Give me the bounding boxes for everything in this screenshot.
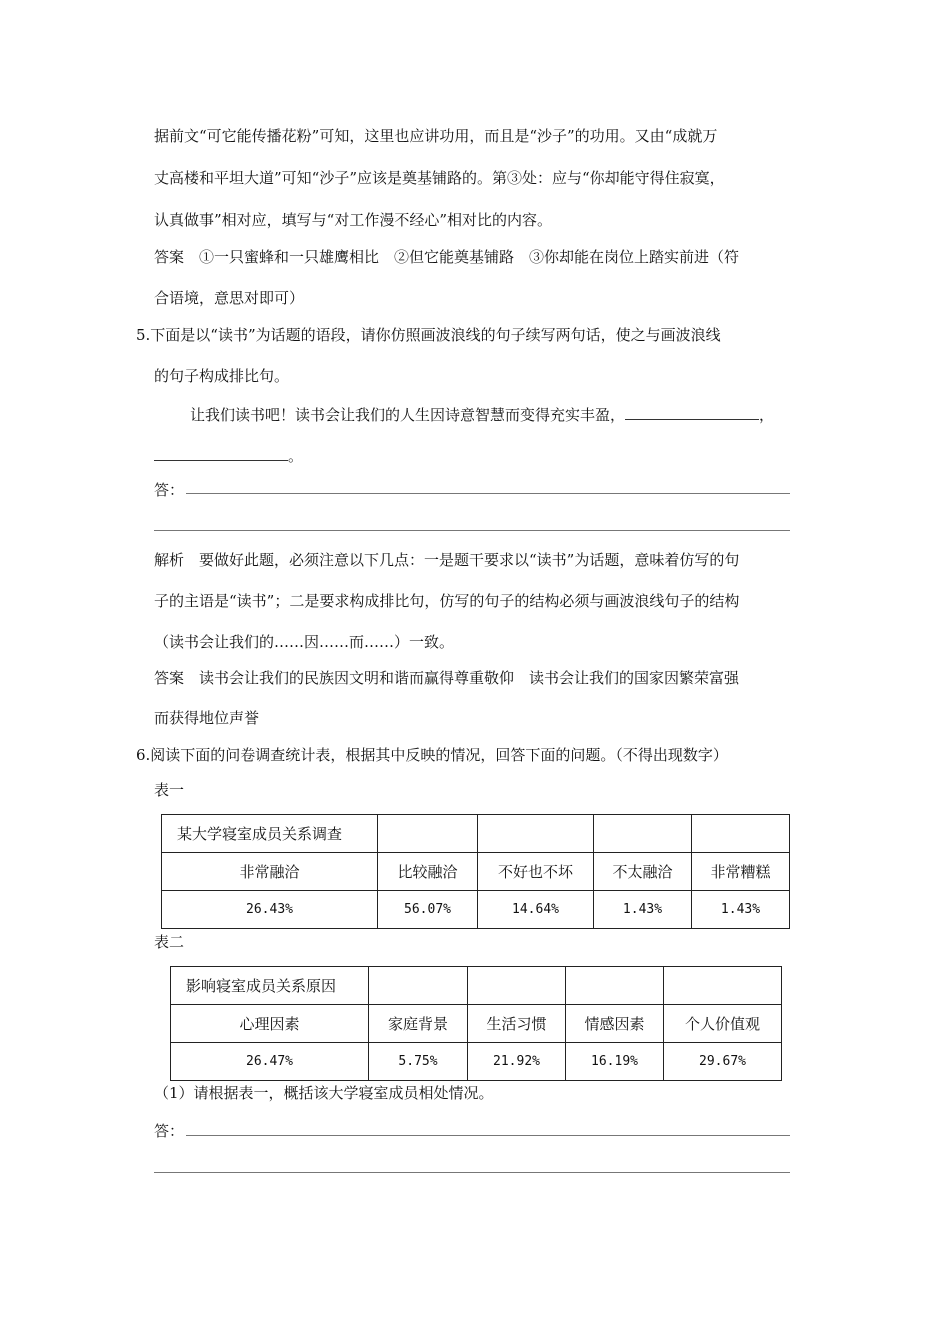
value-cell: 14.64%	[478, 891, 594, 929]
answer-line[interactable]	[186, 1135, 790, 1136]
question-5-prompt: 5.下面是以“读书”为话题的语段，请你仿照画波浪线的句子续写两句话，使之与画波浪线	[136, 326, 721, 344]
table-1-label: 表一	[154, 781, 185, 799]
value-cell: 26.43%	[162, 891, 378, 929]
empty-cell	[692, 815, 790, 853]
question-5-passage	[154, 444, 303, 466]
empty-cell	[664, 967, 782, 1005]
analysis-text-line: 认真做事”相对应，填写与“对工作漫不经心”相对比的内容。	[154, 211, 553, 229]
question-5-prompt: 的句子构成排比句。	[154, 367, 290, 385]
analysis-text-line: 据前文“可它能传播花粉”可知，这里也应讲功用，而且是“沙子”的功用。又由“成就万	[154, 127, 718, 145]
empty-cell	[566, 967, 664, 1005]
empty-cell	[594, 815, 692, 853]
column-header: 非常糟糕	[692, 853, 790, 891]
value-cell: 26.47%	[171, 1043, 369, 1081]
analysis-text-line: 解析 要做好此题，必须注意以下几点：一是题干要求以“读书”为话题，意味着仿写的句	[154, 551, 740, 569]
answer-label: 答：	[154, 1122, 185, 1140]
table-title-cell: 影响寝室成员关系原因	[171, 967, 369, 1005]
analysis-text-line: 子的主语是“读书”；二是要求构成排比句，仿写的句子的结构必须与画波浪线句子的结构	[154, 592, 740, 610]
question-6-subquestion: （1）请根据表一，概括该大学寝室成员相处情况。	[154, 1084, 494, 1102]
answer-text-line: 答案 ①一只蜜蜂和一只雄鹰相比 ②但它能奠基铺路 ③你却能在岗位上踏实前进（符	[154, 248, 740, 266]
column-header: 不太融洽	[594, 853, 692, 891]
value-cell: 5.75%	[369, 1043, 468, 1081]
analysis-text-line: （读书会让我们的……因……而……）一致。	[154, 633, 455, 651]
passage-comma: ，	[759, 406, 775, 424]
column-header: 情感因素	[566, 1005, 664, 1043]
column-header: 不好也不坏	[478, 853, 594, 891]
answer-line[interactable]	[154, 530, 790, 531]
analysis-text-line: 丈高楼和平坦大道”可知“沙子”应该是奠基铺路的。第③处：应与“你却能守得住寂寞，	[154, 169, 725, 187]
survey-table-1	[161, 814, 790, 929]
passage-text: 让我们读书吧！读书会让我们的人生因诗意智慧而变得充实丰盈，	[190, 406, 626, 424]
value-cell: 16.19%	[566, 1043, 664, 1081]
value-cell: 56.07%	[378, 891, 478, 929]
survey-table-2	[170, 966, 782, 1081]
fill-blank[interactable]	[154, 444, 288, 461]
empty-cell	[468, 967, 566, 1005]
answer-label: 答：	[154, 481, 185, 499]
question-5-passage	[190, 403, 774, 425]
table-2-label: 表二	[154, 933, 185, 951]
empty-cell	[378, 815, 478, 853]
passage-period: 。	[288, 447, 304, 465]
column-header: 家庭背景	[369, 1005, 468, 1043]
answer-text-line: 答案 读书会让我们的民族因文明和谐而赢得尊重敬仰 读书会让我们的国家因繁荣富强	[154, 669, 740, 687]
value-cell: 1.43%	[692, 891, 790, 929]
column-header: 生活习惯	[468, 1005, 566, 1043]
value-cell: 29.67%	[664, 1043, 782, 1081]
answer-line[interactable]	[154, 1172, 790, 1173]
column-header: 心理因素	[171, 1005, 369, 1043]
answer-text-line: 而获得地位声誉	[154, 709, 260, 727]
empty-cell	[369, 967, 468, 1005]
question-6-prompt: 6.阅读下面的问卷调查统计表，根据其中反映的情况，回答下面的问题。（不得出现数字）	[136, 746, 728, 764]
answer-text-line: 合语境，意思对即可）	[154, 289, 305, 307]
column-header: 非常融洽	[162, 853, 378, 891]
value-cell: 21.92%	[468, 1043, 566, 1081]
column-header: 比较融洽	[378, 853, 478, 891]
answer-line[interactable]	[186, 493, 790, 494]
column-header: 个人价值观	[664, 1005, 782, 1043]
value-cell: 1.43%	[594, 891, 692, 929]
table-title-cell: 某大学寝室成员关系调查	[162, 815, 378, 853]
fill-blank[interactable]	[625, 403, 759, 420]
empty-cell	[478, 815, 594, 853]
